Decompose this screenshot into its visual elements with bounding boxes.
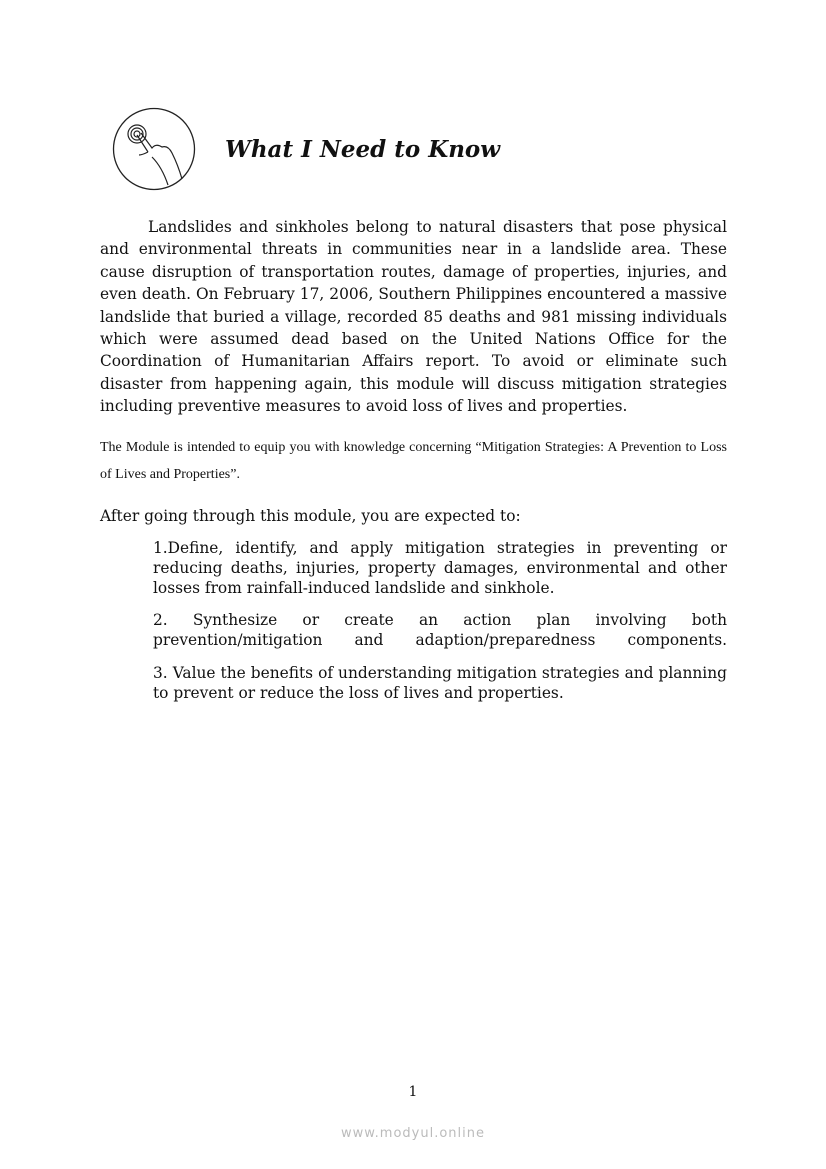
section-title: What I Need to Know xyxy=(225,136,501,163)
objectives-lead: After going through this module, you are expected to: xyxy=(100,507,521,525)
touch-hand-icon xyxy=(112,107,196,191)
objective-item: 2. Synthesize or create an action plan involving both prevention/mitigation and adaption/preparedness components. xyxy=(153,611,727,649)
intro-paragraph: Landslides and sinkholes belong to natural disasters that pose physical and environmental threats in communities near in a landslide area. These cause disruption of transportation routes, damage of properties, injuries, and even death. On February 17, 2006, Southern Philippines encountered a massive landslide that buried a village, recorded 85 deaths and 981 missing individuals which were assumed dead based on the United Nations Office for the Coordination of Humanitarian Affairs report. To avoid or eliminate such disaster from happening again, this module will discuss mitigation strategies including preventive measures to avoid loss of lives and properties. xyxy=(100,218,727,416)
page-number: 1 xyxy=(408,1084,418,1100)
objective-item: 3. Value the benefits of understanding mitigation strategies and planning to prevent or reduce the loss of lives and properties. xyxy=(153,664,727,702)
module-note: The Module is intended to equip you with knowledge concerning “Mitigation Strategies: A Prevention to Loss of Lives and Properties”. xyxy=(100,440,727,482)
objective-item: 1.Define, identify, and apply mitigation strategies in preventing or reducing deaths, injuries, property damages, environmental and other losses from rainfall-induced landslide and sinkhole. xyxy=(153,539,727,597)
watermark: www.modyul.online xyxy=(340,1126,486,1141)
